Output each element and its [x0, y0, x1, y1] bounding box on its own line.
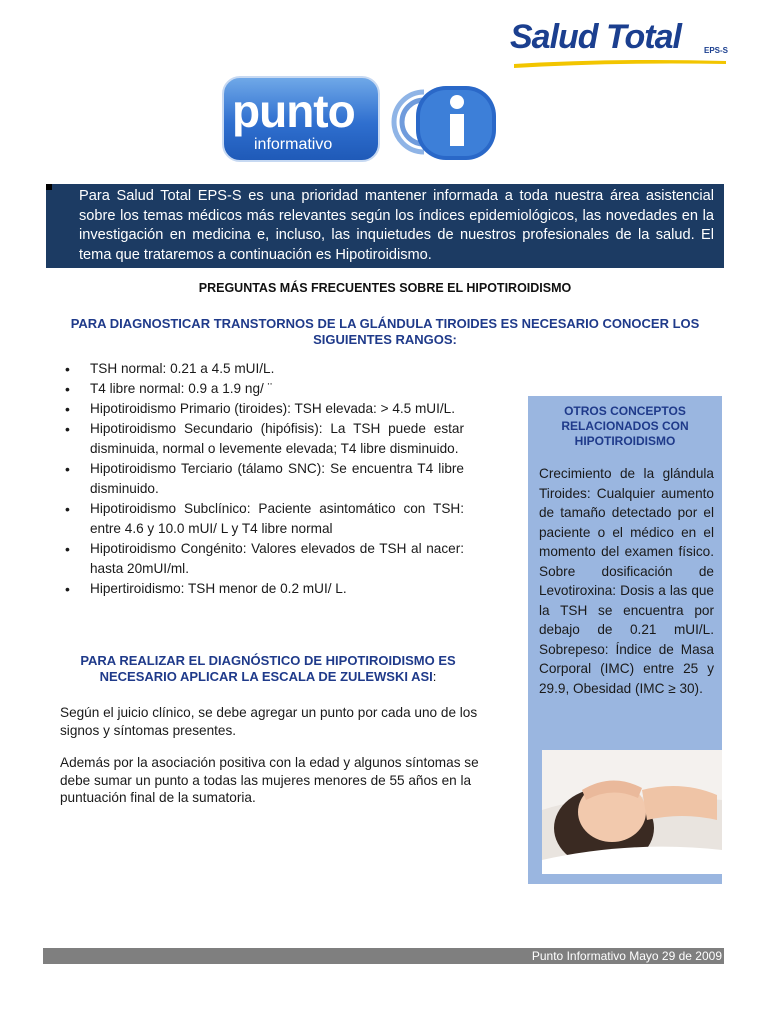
zulewski-heading-text: PARA REALIZAR EL DIAGNÓSTICO DE HIPOTIROIDISMO ES NECESARIO APLICAR LA ESCALA DE ZULEWSKI ASI: [80, 653, 456, 684]
list-item: • Hipotiroidismo Secundario (hipófisis): La TSH puede estar disminuida, normal o levemente elevada; T4 libre disminuido.: [62, 419, 464, 459]
brand-swoosh-icon: [514, 58, 726, 68]
paragraph-clinical: Según el juicio clínico, se debe agregar un punto por cada uno de los signos y síntomas presentes.: [60, 705, 478, 738]
list-item: • Hipotiroidismo Congénito: Valores elevados de TSH al nacer: hasta 20mUI/ml.: [62, 539, 464, 579]
footer-text: Punto Informativo Mayo 29 de 2009: [531, 949, 722, 963]
list-item: • T4 libre normal: 0.9 a 1.9 ng/ ¨: [62, 379, 464, 399]
section-heading-zulewski: [46, 653, 490, 685]
list-item: • Hipertiroidismo: TSH menor de 0.2 mUI/ L.: [62, 579, 464, 599]
footer-bar: [43, 948, 724, 964]
paragraph-age: Además por la asociación positiva con la edad y algunos síntomas se debe sumar un punto a todas las mujeres menores de 55 años en la puntuación final de la sumatoria.: [60, 755, 479, 805]
sidebar-title: OTROS CONCEPTOS RELACIONADOS CON HIPOTIROIDISMO: [561, 404, 689, 448]
punto-logo-box: [222, 76, 380, 162]
page-title: PREGUNTAS MÁS FRECUENTES SOBRE EL HIPOTIROIDISMO: [198, 281, 572, 295]
list-item: • Hipotiroidismo Primario (tiroides): TSH elevada: > 4.5 mUI/L.: [62, 399, 464, 419]
punto-informativo-logo: [222, 76, 512, 166]
salud-total-logo: [510, 18, 730, 70]
logo-word: punto: [232, 85, 355, 137]
list-item: • Hipotiroidismo Terciario (tálamo SNC): Se encuentra T4 libre disminuido.: [62, 459, 464, 499]
list-item: • Hipotiroidismo Subclínico: Paciente asintomático con TSH: entre 4.6 y 10.0 mUI/ L y T4 libre normal: [62, 499, 464, 539]
sidebar-text: Crecimiento de la glándula Tiroides: Cualquier aumento de tamaño detectado por el paciente o el médico en el momento del examen físico. Sobre dosificación de Levotiroxina: Dosis a las que la TSH se encuentra por debajo de 0.21 mUI/L. Sobrepeso: Índice de Masa Corporal (IMC) entre 25 y 29.9, Obesidad (IMC ≥ 30).: [539, 466, 714, 696]
ranges-list: [62, 359, 464, 599]
brand-name: Salud Total: [510, 18, 681, 56]
section-heading-ranges: PARA DIAGNOSTICAR TRANSTORNOS DE LA GLÁNDULA TIROIDES ES NECESARIO CONOCER LOS SIGUIENTES RANGOS:: [70, 316, 700, 347]
info-icon: [384, 82, 504, 162]
list-item: • TSH normal: 0.21 a 4.5 mUI/L.: [62, 359, 464, 379]
woman-photo-icon: [542, 750, 722, 874]
intro-marker: [46, 184, 52, 190]
zulewski-heading-colon: :: [432, 669, 437, 684]
brand-suffix: EPS-S: [703, 46, 728, 55]
logo-sub: informativo: [254, 136, 333, 153]
intro-banner: Para Salud Total EPS-S es una prioridad mantener informada a toda nuestra área asistencial sobre los temas médicos más relevantes según los índices epidemiológicos, las novedades en la investigación en medicina e, incluso, las inquietudes de nuestros profesionales de la salud. El tema que trataremos a continuación es Hipotiroidismo.: [46, 184, 724, 268]
sidebar-box: [528, 396, 722, 884]
